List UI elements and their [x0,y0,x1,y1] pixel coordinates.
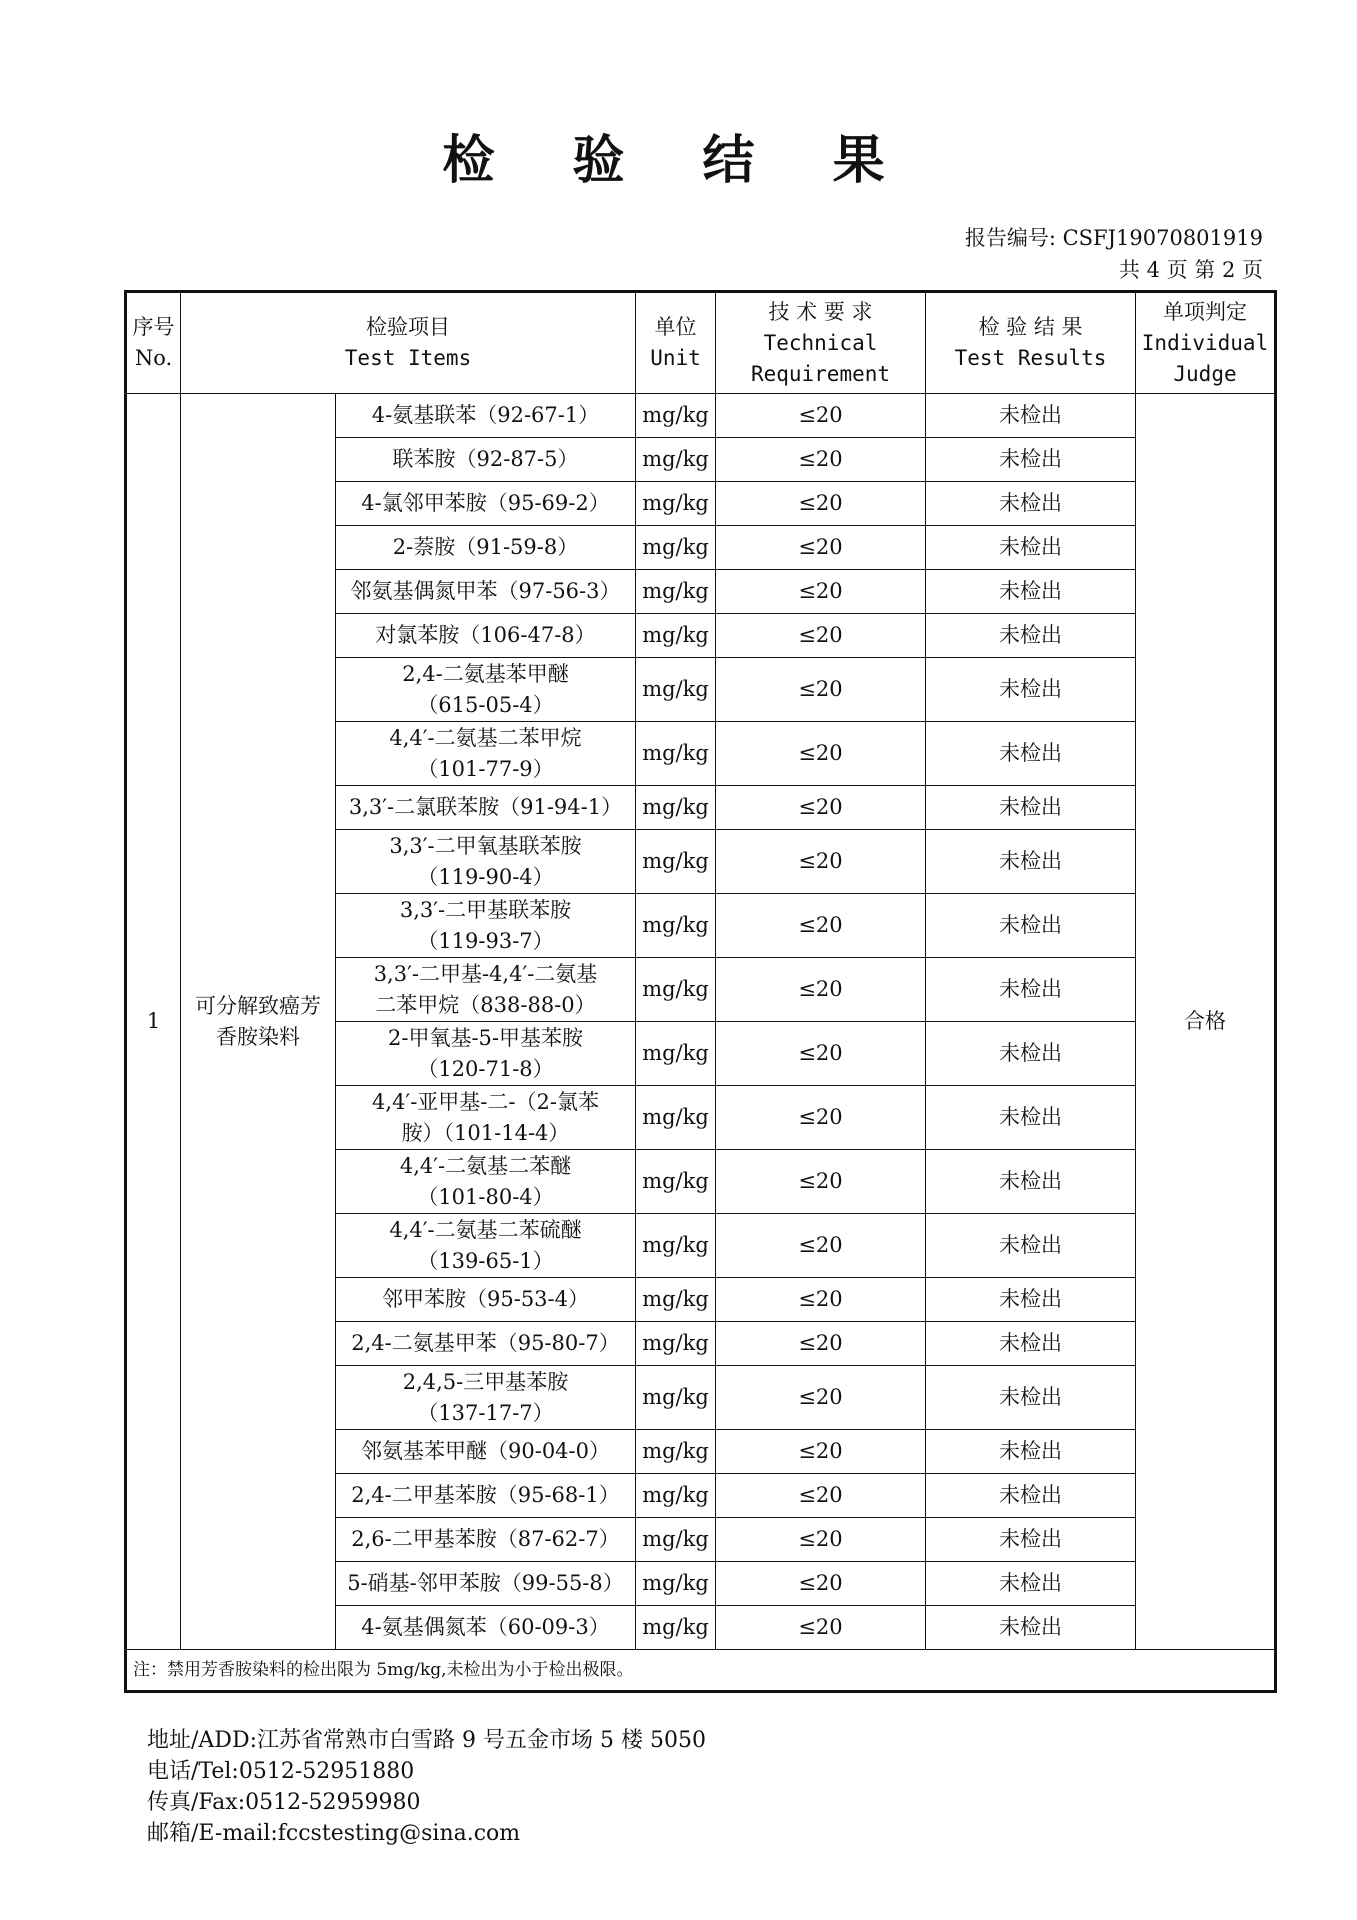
test-item-line1: 4-氨基偶氮苯（60-09-3） [361,1615,610,1639]
group-category-line2: 香胺染料 [216,1024,300,1049]
test-item-line1: 邻氨基偶氮甲苯（97-56-3） [350,579,621,603]
result-cell: 未检出 [926,1606,1136,1650]
result-cell: 未检出 [926,894,1136,958]
test-item [336,1366,636,1430]
test-item-line2: （101-77-9） [417,756,554,781]
result-cell: 未检出 [926,482,1136,526]
test-item [336,1278,636,1322]
test-item [336,1562,636,1606]
unit-cell: mg/kg [636,1606,716,1650]
test-item [336,526,636,570]
requirement-cell: ≤20 [716,830,926,894]
test-item-line2: （101-80-4） [417,1184,554,1209]
result-cell: 未检出 [926,658,1136,722]
result-cell: 未检出 [926,1086,1136,1150]
footer-email: 邮箱/E-mail:fccstesting@sina.com [147,1821,521,1846]
group-no: 1 [126,394,181,1650]
unit-cell: mg/kg [636,394,716,438]
result-cell: 未检出 [926,1022,1136,1086]
header-items [181,292,636,394]
result-cell: 未检出 [926,1430,1136,1474]
test-item-line1: 4-氯邻甲苯胺（95-69-2） [361,491,610,515]
requirement-cell: ≤20 [716,1366,926,1430]
unit-cell: mg/kg [636,1518,716,1562]
table-header [126,292,1276,394]
unit-cell: mg/kg [636,1150,716,1214]
page-title: 检 验 结 果 [442,131,915,191]
requirement-cell: ≤20 [716,958,926,1022]
test-item-line1: 4,4′-二氨基二苯硫醚 [389,1217,582,1242]
test-item [336,394,636,438]
requirement-cell: ≤20 [716,438,926,482]
header-unit-cn: 单位 [654,315,697,339]
unit-cell: mg/kg [636,526,716,570]
unit-cell: mg/kg [636,658,716,722]
test-item [336,1518,636,1562]
requirement-cell: ≤20 [716,526,926,570]
result-cell: 未检出 [926,830,1136,894]
test-item-line1: 2,4-二甲基苯胺（95-68-1） [351,1483,620,1507]
unit-cell: mg/kg [636,1278,716,1322]
test-item-line1: 3,3′-二氯联苯胺（91-94-1） [348,795,623,819]
test-item-line1: 4,4′-二氨基二苯醚 [399,1153,572,1178]
unit-cell: mg/kg [636,958,716,1022]
test-item-line2: 胺）（101-14-4） [401,1120,570,1145]
test-item [336,1606,636,1650]
header-req-en2: Requirement [750,361,891,386]
header-req-en1: Technical [763,330,878,355]
test-item-line1: 3,3′-二甲氧基联苯胺 [389,833,582,858]
unit-cell: mg/kg [636,1562,716,1606]
results-table [124,290,1277,1693]
unit-cell: mg/kg [636,570,716,614]
test-item [336,958,636,1022]
test-item [336,570,636,614]
test-item-line1: 3,3′-二甲基联苯胺 [399,897,572,922]
test-item-line1: 3,3′-二甲基-4,4′-二氨基 [373,961,598,986]
result-cell: 未检出 [926,438,1136,482]
unit-cell: mg/kg [636,722,716,786]
test-item [336,1322,636,1366]
footer-address: 地址/ADD:江苏省常熟市白雪路 9 号五金市场 5 楼 5050 [147,1728,706,1753]
test-item-line1: 4,4′-亚甲基-二-（2-氯苯 [372,1089,599,1114]
header-results-cn: 检 验 结 果 [978,315,1083,339]
page-info: 共 4 页 第 2 页 [1118,258,1263,282]
requirement-cell: ≤20 [716,570,926,614]
test-item-line1: 2-萘胺（91-59-8） [392,535,579,559]
requirement-cell: ≤20 [716,1430,926,1474]
requirement-cell: ≤20 [716,1278,926,1322]
header-items-cn: 检验项目 [366,315,450,339]
requirement-cell: ≤20 [716,1214,926,1278]
requirement-cell: ≤20 [716,722,926,786]
result-cell: 未检出 [926,1562,1136,1606]
unit-cell: mg/kg [636,1214,716,1278]
header-req-cn: 技 术 要 求 [768,299,873,324]
requirement-cell: ≤20 [716,394,926,438]
result-cell: 未检出 [926,1214,1136,1278]
requirement-cell: ≤20 [716,1606,926,1650]
test-item-line2: （119-90-4） [417,864,554,889]
group-category-line1: 可分解致癌芳 [195,993,321,1018]
test-item-line1: 2,6-二甲基苯胺（87-62-7） [351,1527,620,1551]
result-cell: 未检出 [926,1366,1136,1430]
test-item [336,786,636,830]
test-item [336,1086,636,1150]
header-requirement [716,292,926,394]
test-item [336,1214,636,1278]
requirement-cell: ≤20 [716,786,926,830]
test-item [336,722,636,786]
test-item-line1: 2-甲氧基-5-甲基苯胺 [387,1025,583,1050]
unit-cell: mg/kg [636,1430,716,1474]
header-judge-cn: 单项判定 [1163,299,1247,324]
group-judgement: 合格 [1136,394,1276,1650]
requirement-cell: ≤20 [716,894,926,958]
result-cell: 未检出 [926,786,1136,830]
requirement-cell: ≤20 [716,1474,926,1518]
unit-cell: mg/kg [636,438,716,482]
header-judge [1136,292,1276,394]
unit-cell: mg/kg [636,1474,716,1518]
header-results [926,292,1136,394]
unit-cell: mg/kg [636,1322,716,1366]
result-cell: 未检出 [926,394,1136,438]
test-item-line1: 联苯胺（92-87-5） [392,447,579,471]
test-item [336,830,636,894]
requirement-cell: ≤20 [716,1150,926,1214]
result-cell: 未检出 [926,1518,1136,1562]
requirement-cell: ≤20 [716,482,926,526]
result-cell: 未检出 [926,614,1136,658]
result-cell: 未检出 [926,722,1136,786]
requirement-cell: ≤20 [716,1562,926,1606]
test-item [336,1430,636,1474]
result-cell: 未检出 [926,1150,1136,1214]
result-cell: 未检出 [926,526,1136,570]
requirement-cell: ≤20 [716,1022,926,1086]
result-cell: 未检出 [926,958,1136,1022]
test-item [336,658,636,722]
result-cell: 未检出 [926,570,1136,614]
test-item-line1: 2,4-二氨基甲苯（95-80-7） [351,1331,620,1355]
requirement-cell: ≤20 [716,614,926,658]
unit-cell: mg/kg [636,614,716,658]
table-row [126,394,1276,438]
header-results-en: Test Results [954,346,1107,370]
header-unit [636,292,716,394]
test-item [336,614,636,658]
test-item [336,1474,636,1518]
result-cell: 未检出 [926,1278,1136,1322]
footer-fax: 传真/Fax:0512-52959980 [147,1790,421,1815]
test-item-line2: （615-05-4） [417,692,554,717]
header-no-en: No. [134,346,173,370]
unit-cell: mg/kg [636,786,716,830]
test-item [336,1150,636,1214]
requirement-cell: ≤20 [716,658,926,722]
test-item-line2: （137-17-7） [417,1400,554,1425]
requirement-cell: ≤20 [716,1322,926,1366]
test-item-line1: 邻甲苯胺（95-53-4） [382,1287,589,1311]
test-item-line1: 4-氨基联苯（92-67-1） [371,403,600,427]
test-item [336,482,636,526]
footer-contact [147,1725,706,1849]
test-item [336,1022,636,1086]
test-item-line2: （139-65-1） [417,1248,554,1273]
header-unit-en: Unit [650,346,701,370]
unit-cell: mg/kg [636,894,716,958]
header-judge-en2: Judge [1173,361,1237,386]
unit-cell: mg/kg [636,1022,716,1086]
requirement-cell: ≤20 [716,1086,926,1150]
test-item-line1: 对氯苯胺（106-47-8） [375,623,596,647]
test-item-line1: 5-硝基-邻甲苯胺（99-55-8） [347,1571,624,1595]
header-judge-en1: Individual [1141,330,1269,355]
test-item-line1: 邻氨基苯甲醚（90-04-0） [361,1439,610,1463]
header-items-en: Test Items [344,346,472,370]
table-note: 注：禁用芳香胺染料的检出限为 5mg/kg,未检出为小于检出极限。 [126,1650,1276,1692]
unit-cell: mg/kg [636,1086,716,1150]
result-cell: 未检出 [926,1474,1136,1518]
header-no [126,292,181,394]
result-cell: 未检出 [926,1322,1136,1366]
test-item-line2: 二苯甲烷（838-88-0） [375,992,596,1017]
requirement-cell: ≤20 [716,1518,926,1562]
group-category [181,394,336,1650]
test-item-line1: 2,4,5-三甲基苯胺 [402,1369,569,1394]
unit-cell: mg/kg [636,830,716,894]
test-item-line1: 2,4-二氨基苯甲醚 [402,661,569,686]
test-item [336,438,636,482]
test-item-line2: （119-93-7） [417,928,554,953]
header-no-cn: 序号 [132,315,175,339]
footer-tel: 电话/Tel:0512-52951880 [147,1759,415,1784]
test-item-line1: 4,4′-二氨基二苯甲烷 [389,725,582,750]
test-item-line2: （120-71-8） [417,1056,554,1081]
test-item [336,894,636,958]
unit-cell: mg/kg [636,1366,716,1430]
unit-cell: mg/kg [636,482,716,526]
report-number: 报告编号: CSFJ19070801919 [964,226,1263,250]
